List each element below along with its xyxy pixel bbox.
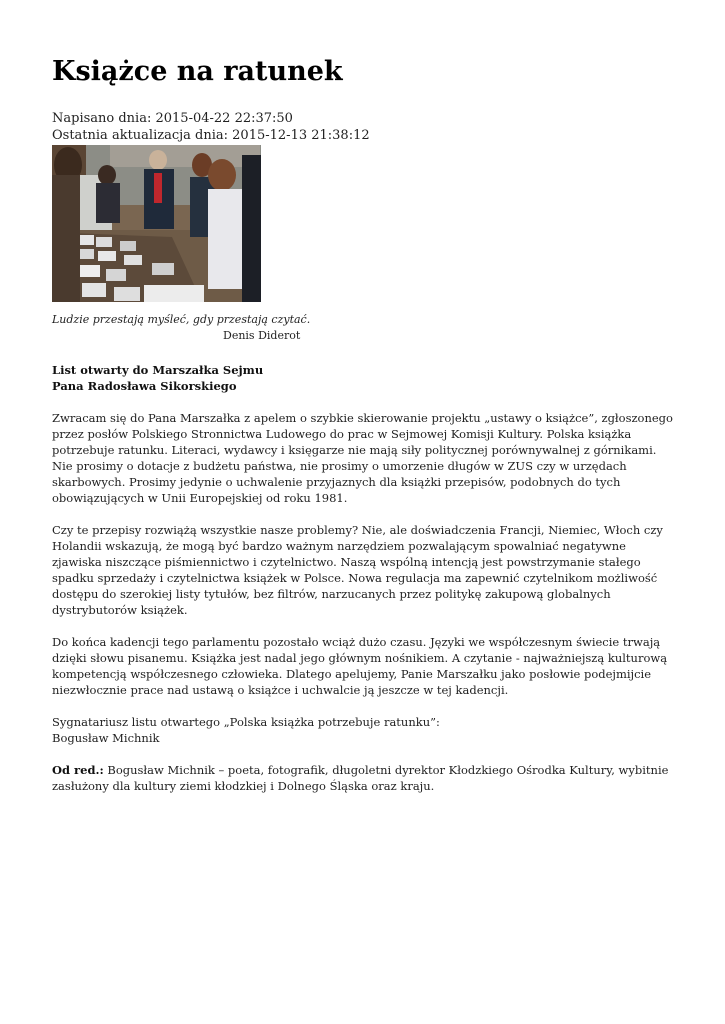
letter-body	[52, 362, 677, 810]
letter-paragraph-2: Czy te przepisy rozwiążą wszystkie nasze problemy? Nie, ale doświadczenia Francji, Niemiec, Włoch czy Holandii wskazują, że mogą być bardzo ważnym narzędziem pozwalającym spowalniać negatywne zjawiska niszczące piśmiennictwo i czytelnictwo. Naszą wspólną intencją jest powstrzymanie stałego spadku sprzedaży i czytelnictwa książek w Polsce. Nowa regulacja ma zapewnić czytelnikom możliwość dostępu do szerokiej listy tytułów, bez filtrów, narzucanych przez politykę zakupową globalnych dystrybutorów książek.	[52, 523, 663, 617]
article-title: Książce na ratunek	[52, 56, 343, 87]
written-date: 2015-04-22 22:37:50	[155, 111, 293, 126]
signatory-name: Bogusław Michnik	[52, 731, 160, 745]
written-date-line	[52, 110, 370, 127]
editor-note	[52, 762, 677, 794]
signatory-line: Sygnatariusz listu otwartego „Polska książka potrzebuje ratunku”:	[52, 715, 440, 729]
written-label: Napisano dnia:	[52, 111, 152, 126]
photo-exhibition-scene	[52, 145, 261, 302]
editor-note-label: Od red.:	[52, 763, 104, 777]
letter-heading	[52, 362, 677, 394]
letter-paragraph-3: Do końca kadencji tego parlamentu pozostało wciąż dużo czasu. Języki we współczesnym świecie trwają dzięki słowu pisanemu. Książka jest nadal jego głównym nośnikiem. A czytanie - najważniejszą kulturową kompetencją współczesnego człowieka. Dlatego apelujemy, Panie Marszałku jako posłowie podejmijcie niezwłocznie prace nad ustawą o książce i uchwalcie ją jeszcze w tej kadencji.	[52, 635, 668, 697]
epigraph-author: Denis Diderot	[223, 329, 301, 342]
updated-date: 2015-12-13 21:38:12	[232, 128, 370, 143]
article-meta	[52, 110, 370, 144]
epigraph-quote: Ludzie przestają myśleć, gdy przestają czytać.	[52, 313, 311, 326]
editor-note-text: Bogusław Michnik – poeta, fotografik, długoletni dyrektor Kłodzkiego Ośrodka Kultury, wybitnie zasłużony dla kultury ziemi kłodzkiej i Dolnego Śląska oraz kraju.	[52, 763, 669, 793]
letter-heading-line1: List otwarty do Marszałka Sejmu	[52, 363, 264, 377]
letter-heading-line2: Pana Radosława Sikorskiego	[52, 379, 237, 393]
updated-date-line	[52, 127, 370, 144]
signatory	[52, 714, 677, 746]
letter-paragraph-1: Zwracam się do Pana Marszałka z apelem o szybkie skierowanie projektu „ustawy o książce”, zgłoszonego przez posłów Polskiego Stronnictwa Ludowego do prac w Sejmowej Komisji Kultury. Polska książka potrzebuje ratunku. Literaci, wydawcy i księgarze nie mają siły politycznej porównywalnej z górnikami. Nie prosimy o dotacje z budżetu państwa, nie prosimy o umorzenie długów w ZUS czy w urzędach skarbowych. Prosimy jedynie o uchwalenie przyjaznych dla książki przepisów, podobnych do tych obowiązujących w Unii Europejskiej od roku 1981.	[52, 411, 673, 505]
epigraph	[52, 312, 310, 344]
updated-label: Ostatnia aktualizacja dnia:	[52, 128, 229, 143]
article-photo	[52, 145, 261, 302]
